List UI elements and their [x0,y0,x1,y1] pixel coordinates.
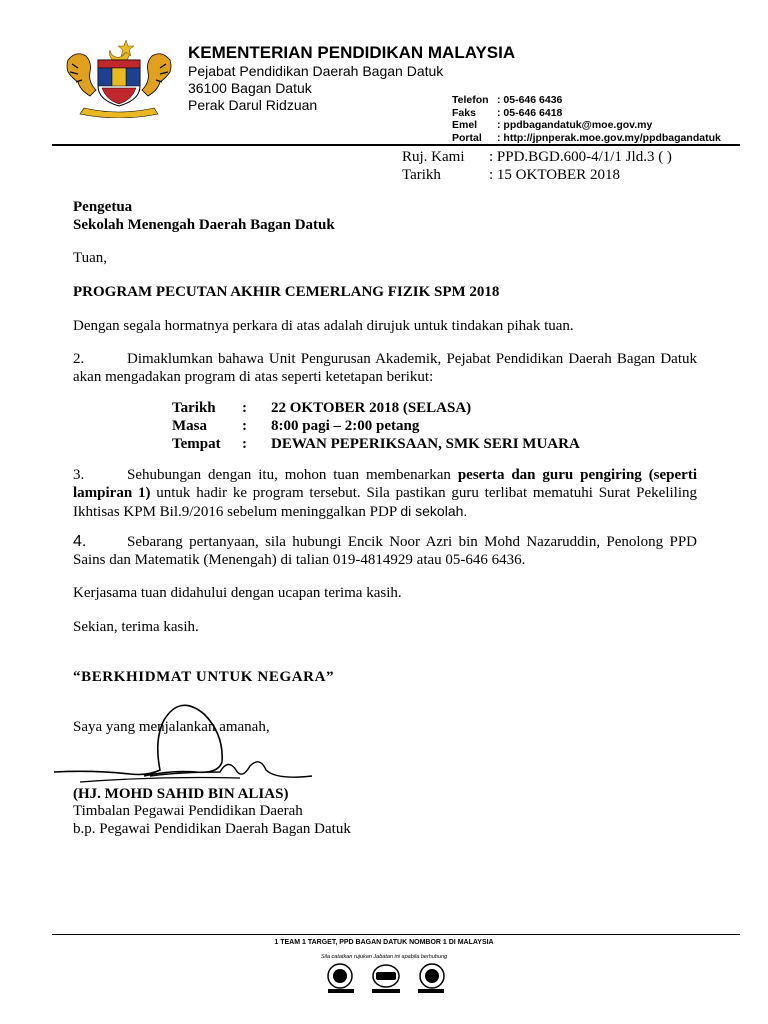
closing-line: Sekian, terima kasih. [73,619,199,635]
ministry-name: KEMENTERIAN PENDIDIKAN MALAYSIA [188,43,516,62]
signature-mark [50,698,320,798]
certification-mark-center [372,965,400,993]
paragraph-3-highlight: peserta dan guru pengiring (seperti lampiran 1) [73,467,698,501]
contact-portal: Portal : http://jpnperak.moe.gov.my/ppdbagandatuk [452,131,721,144]
contact-block [452,94,721,144]
header-divider [52,144,740,146]
footer-note: Sila catatkan rujukan Jabatan ini apabila berhubung [320,954,448,960]
certification-logos [326,962,446,996]
address-line-2: 36100 Bagan Datuk [188,80,312,96]
footer-slogan: 1 TEAM 1 TARGET, PPD BAGAN DATUK NOMBOR 1 DI MALAYSIA [274,939,494,946]
contact-phone: Telefon : 05-646 6436 [452,94,563,106]
iso-certification-logo-right [418,964,444,993]
reference-block [402,148,672,184]
paragraph-1: Dengan segala hormatnya perkara di atas adalah dirujuk untuk tindakan pihak tuan. [73,318,574,334]
trust-line: Saya yang menjalankan amanah, [73,719,270,735]
contact-fax: Faks : 05-646 6418 [452,106,563,119]
signatory-name: (HJ. MOHD SAHID BIN ALIAS) [73,786,289,802]
recipient-school: Sekolah Menengah Daerah Bagan Datuk [73,217,335,233]
detail-date: Tarikh : 22 OKTOBER 2018 (SELASA) [172,400,472,416]
address-line-3: Perak Darul Ridzuan [188,97,318,113]
contact-email: Emel : ppdbagandatuk@moe.gov.my [452,119,653,131]
footer-divider [52,934,740,935]
detail-time: Masa : 8:00 pagi – 2:00 petang [172,418,420,434]
motto: “BERKHIDMAT UNTUK NEGARA” [73,669,335,685]
reference-number: Ruj. Kami : PPD.BGD.600-4/1/1 Jld.3 ( ) [402,149,672,165]
signatory-on-behalf: b.p. Pegawai Pendidikan Daerah Bagan Datuk [73,821,351,837]
coat-of-arms-logo [62,38,176,118]
salutation: Tuan, [73,250,108,266]
paragraph-2: 2. Dimaklumkan bahawa Unit Pengurusan Akademik, Pejabat Pendidikan Daerah Bagan Datuk akan mengadakan program di atas seperti ketetapan berikut: [73,351,697,385]
paragraph-4: 4. Sebarang pertanyaan, sila hubungi Encik Noor Azri bin Mohd Nazaruddin, Penolong PPD Sains dan Matematik (Menengah) di talian 019-4814929 atau 05-646 6436. [73,533,697,568]
iso-certification-logo-left [328,964,354,993]
letter-date: Tarikh : 15 OKTOBER 2018 [402,167,620,183]
detail-venue: Tempat : DEWAN PEPERIKSAAN, SMK SERI MUARA [172,436,580,452]
recipient-title: Pengetua [73,199,133,215]
paragraph-3: 3. Sehubungan dengan itu, mohon tuan membenarkan peserta dan guru pengiring (seperti lampiran 1) untuk hadir ke program tersebut. Sila pastikan guru terlibat mematuhi Surat Pekeliling Ikhtisas KPM Bil.9/2016 sebelum meninggalkan PDP di sekolah. [73,467,698,520]
address-line-1: Pejabat Pendidikan Daerah Bagan Datuk [188,63,444,79]
program-details [172,399,580,453]
letter-subject: PROGRAM PECUTAN AKHIR CEMERLANG FIZIK SPM 2018 [73,284,500,300]
signatory-position: Timbalan Pegawai Pendidikan Daerah [73,803,303,819]
thanks-line: Kerjasama tuan didahului dengan ucapan terima kasih. [73,585,402,601]
